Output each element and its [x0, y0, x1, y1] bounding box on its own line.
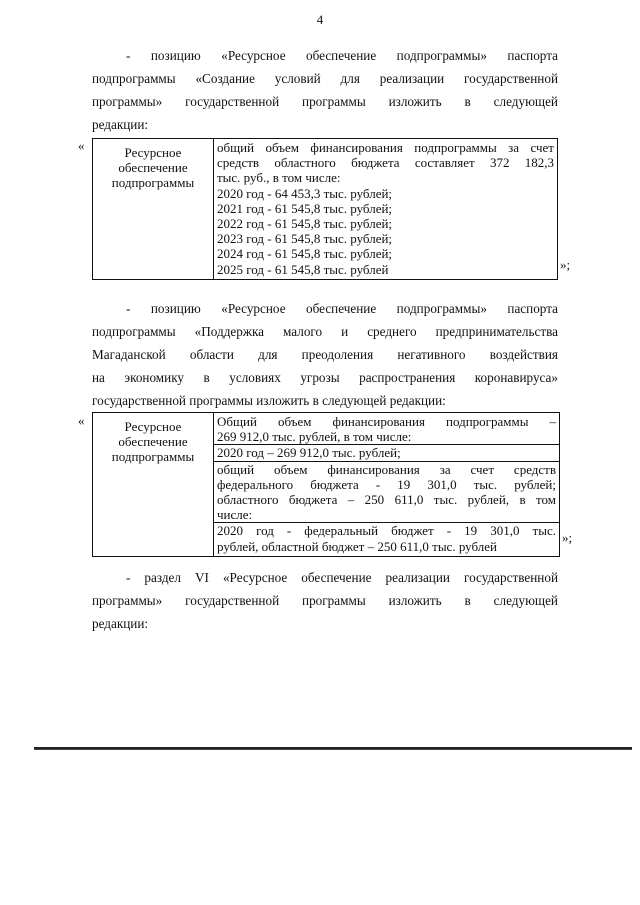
value-line: 2021 год - 61 545,8 тыс. рублей; — [217, 200, 393, 216]
table-value-cell — [214, 413, 560, 557]
value-line: 2025 год - 61 545,8 тыс. рублей — [217, 261, 389, 277]
value-line: 2020 год - федеральный бюджет - 19 301,0 тыс. — [214, 522, 559, 538]
paragraph-line: Магаданской области для преодоления негативного воздействия — [92, 347, 558, 362]
open-quote: « — [78, 138, 85, 153]
paragraph-line: - позицию «Ресурсное обеспечение подпрограммы» паспорта — [126, 301, 558, 316]
paragraph-line: редакции: — [92, 616, 149, 631]
paragraph-line: - позицию «Ресурсное обеспечение подпрограммы» паспорта — [126, 48, 558, 63]
value-line: 2023 год - 61 545,8 тыс. рублей; — [217, 231, 393, 247]
paragraph-line: на экономику в условиях угрозы распространения коронавируса» — [92, 370, 558, 385]
paragraph-line: государственной программы изложить в следующей редакции: — [92, 393, 446, 408]
value-line: федерального бюджета - 19 301,0 тыс. рублей; — [217, 476, 556, 492]
paragraph-line: подпрограммы «Поддержка малого и среднего предпринимательства — [92, 324, 558, 339]
open-quote: « — [78, 413, 85, 428]
value-line: общий объем финансирования подпрограммы за счет — [217, 140, 554, 155]
paragraph-line: - раздел VI «Ресурсное обеспечение реализации государственной — [126, 570, 558, 585]
value-line: 269 912,0 тыс. рублей, в том числе: — [217, 429, 412, 445]
paragraph-line: программы» государственной программы изложить в следующей — [92, 593, 558, 608]
value-line: числе: — [217, 507, 253, 523]
close-quote: »; — [562, 530, 573, 545]
value-line: 2020 год – 269 912,0 тыс. рублей; — [214, 444, 559, 460]
value-line: средств областного бюджета составляет 372 182,3 — [217, 155, 554, 171]
label-line: подпрограммы — [111, 449, 195, 464]
label-line: Ресурсное — [124, 145, 182, 160]
resource-table-2 — [92, 412, 560, 557]
value-line: Общий объем финансирования подпрограммы – — [217, 414, 556, 429]
table-label-cell — [93, 413, 214, 557]
paragraph-line: программы» государственной программы изложить в следующей — [92, 94, 558, 109]
value-line: рублей, областной бюджет – 250 611,0 тыс. рублей — [217, 538, 497, 554]
paragraph-3 — [92, 566, 558, 635]
paragraph-2 — [92, 297, 558, 412]
label-line: обеспечение — [118, 434, 188, 449]
value-line: 2022 год - 61 545,8 тыс. рублей; — [217, 216, 393, 232]
label-line: подпрограммы — [111, 175, 195, 190]
label-line: обеспечение — [118, 160, 188, 175]
value-line: тыс. руб., в том числе: — [217, 170, 341, 186]
paragraph-line: редакции: — [92, 117, 149, 132]
close-quote: »; — [560, 257, 571, 272]
value-line: общий объем финансирования за счет средств — [214, 461, 559, 477]
page-number: 4 — [316, 12, 324, 27]
paragraph-line: подпрограммы «Создание условий для реализации государственной — [92, 71, 558, 86]
label-line: Ресурсное — [124, 419, 182, 434]
page-divider — [34, 747, 632, 750]
resource-table-1 — [92, 138, 558, 280]
table-label-cell — [93, 139, 214, 280]
value-line: 2020 год - 64 453,3 тыс. рублей; — [217, 185, 393, 201]
value-line: 2024 год - 61 545,8 тыс. рублей; — [217, 246, 393, 262]
paragraph-1 — [92, 44, 558, 136]
table-value-cell — [214, 139, 558, 280]
value-line: областного бюджета – 250 611,0 тыс. рублей, в том — [217, 492, 556, 508]
